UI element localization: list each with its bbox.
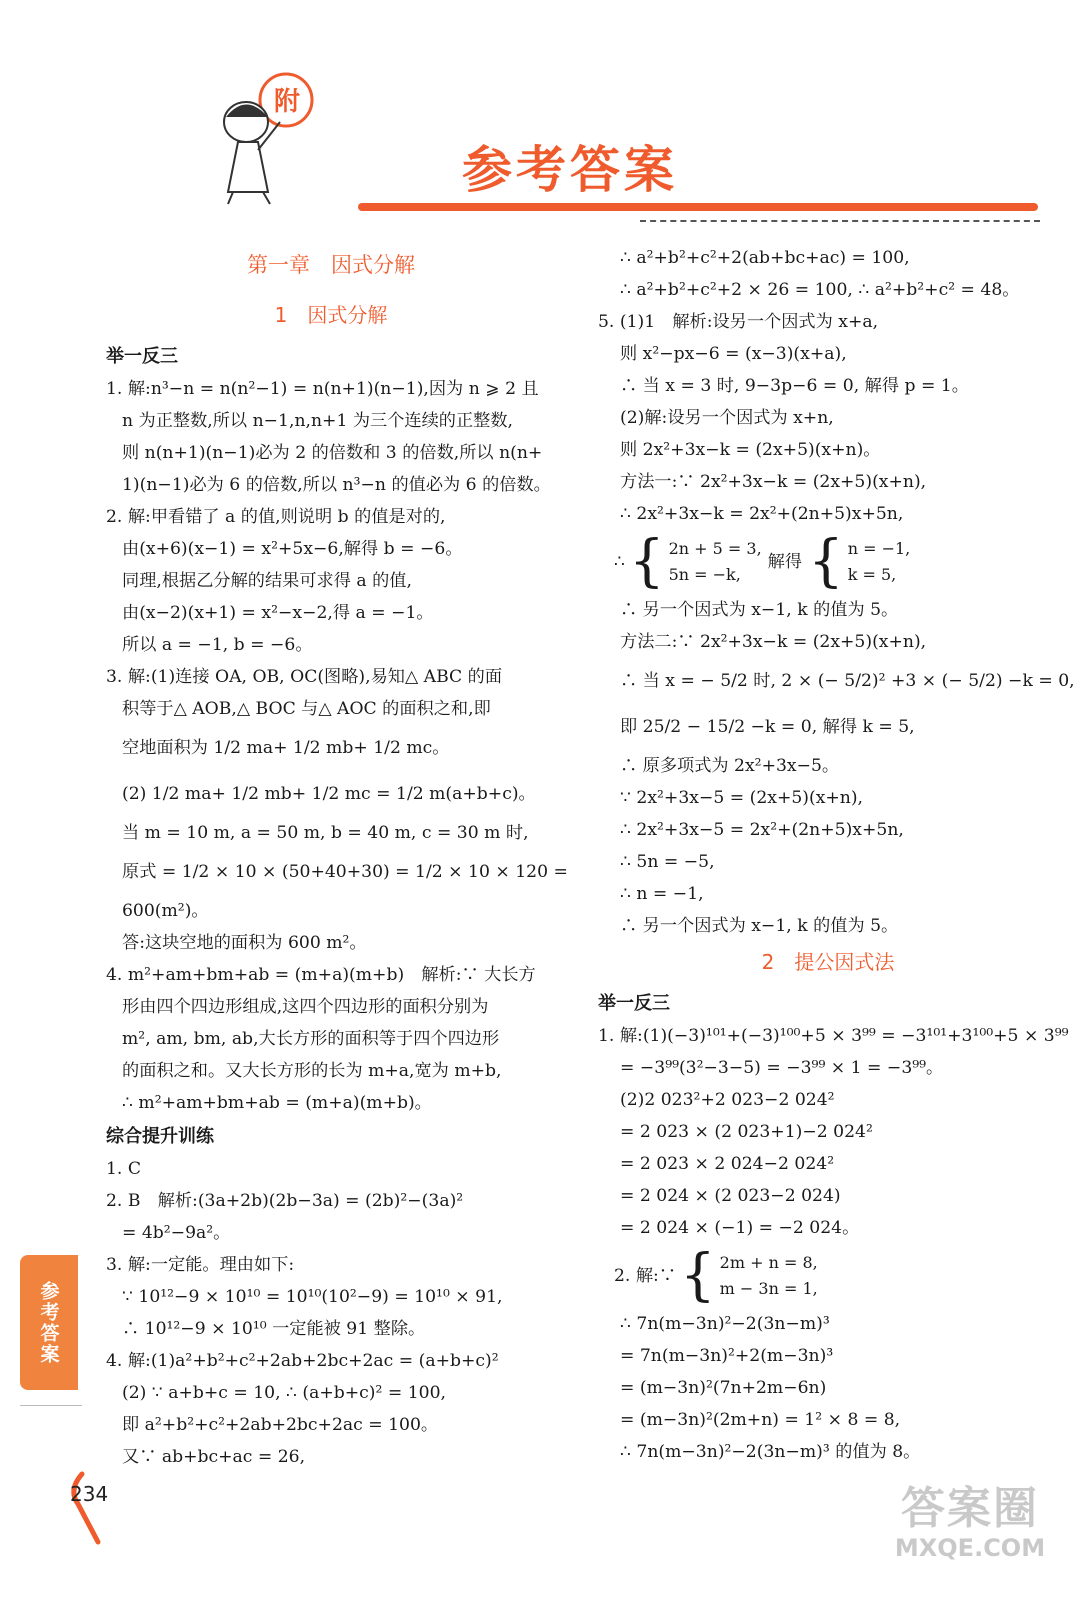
page-header	[0, 0, 1083, 230]
system-prefix: 2. 解:∵	[614, 1266, 677, 1286]
answer-line: 答:这块空地的面积为 600 m²。	[122, 933, 367, 953]
equation: 5n = −k,	[668, 565, 741, 584]
answer-line: ∴ 7n(m−3n)²−2(3n−m)³	[620, 1314, 830, 1334]
answer-line: 则 2x²+3x−k = (2x+5)(x+n)。	[620, 440, 881, 460]
title-underline	[358, 203, 1038, 211]
side-tab-answers: 参考答案	[20, 1255, 78, 1390]
answer-line: n 为正整数,所以 n−1,n,n+1 为三个连续的正整数,	[122, 411, 514, 431]
left-brace-icon: {	[680, 1243, 716, 1308]
answer-line: ∴ a²+b²+c²+2 × 26 = 100, ∴ a²+b²+c² = 48。	[620, 280, 1020, 300]
answer-line: 空地面积为 1/2 ma+ 1/2 mb+ 1/2 mc。	[122, 738, 450, 758]
answer-line: = −3⁹⁹(3²−3−5) = −3⁹⁹ × 1 = −3⁹⁹。	[620, 1058, 944, 1078]
answer-line: ∴ m²+am+bm+ab = (m+a)(m+b)。	[122, 1093, 432, 1113]
answer-line: = 2 024 × (−1) = −2 024。	[620, 1218, 860, 1238]
question-line: 2. 解:甲看错了 a 的值,则说明 b 的值是对的,	[106, 507, 446, 527]
page-number: 234	[70, 1482, 109, 1506]
answer-line: 1)(n−1)必为 6 的倍数,所以 n³−n 的值必为 6 的倍数。	[122, 475, 551, 495]
question-line: 3. 解:一定能。理由如下:	[106, 1255, 295, 1275]
answer-line: (2) ∵ a+b+c = 10, ∴ (a+b+c)² = 100,	[122, 1383, 446, 1403]
exercise-heading: 综合提升训练	[106, 1126, 214, 1147]
answer-line: 积等于△ AOB,△ BOC 与△ AOC 的面积之和,即	[122, 699, 491, 719]
answer-line: m², am, bm, ab,大长方形的面积等于四个四边形	[122, 1029, 500, 1049]
answer-line: = 2 023 × (2 023+1)−2 024²	[620, 1122, 873, 1142]
exercise-heading: 举一反三	[106, 346, 178, 367]
left-column	[106, 245, 568, 1473]
side-divider	[20, 1405, 82, 1406]
solution: n = −1,	[847, 539, 911, 558]
page-title: 参考答案	[462, 141, 678, 199]
answer-line: = (m−3n)²(2m+n) = 1² × 8 = 8,	[620, 1410, 901, 1430]
answer-line: (2)2 023²+2 023−2 024²	[620, 1090, 835, 1110]
answer-line: ∴ 7n(m−3n)²−2(3n−m)³ 的值为 8。	[620, 1442, 921, 1462]
question-line: 1. 解:n³−n = n(n²−1) = n(n+1)(n−1),因为 n ⩾ 2 且	[106, 379, 539, 399]
answer-line: 600(m²)。	[122, 901, 209, 921]
answer-line: 原式 = 1/2 × 10 × (50+40+30) = 1/2 × 10 × 120 =	[122, 862, 568, 882]
system-solutions	[848, 536, 911, 588]
answer-line: 即 a²+b²+c²+2ab+2bc+2ac = 100。	[122, 1415, 439, 1435]
question-line: 2. B 解析:(3a+2b)(2b−3a) = (2b)²−(3a)²	[106, 1191, 464, 1211]
answer-line: ∴ 另一个因式为 x−1, k 的值为 5。	[620, 916, 899, 936]
answer-line: ∵ 10¹²−9 × 10¹⁰ = 10¹⁰(10²−9) = 10¹⁰ × 91,	[122, 1287, 503, 1307]
question-line: 4. m²+am+bm+ab = (m+a)(m+b) 解析:∵ 大长方	[106, 965, 536, 985]
answer-line: = 2 023 × 2 024−2 024²	[620, 1154, 835, 1174]
answer-line: 同理,根据乙分解的结果可求得 a 的值,	[122, 571, 412, 591]
answer-line: 形由四个四边形组成,这四个四边形的面积分别为	[122, 997, 489, 1017]
answer-line: ∴ 5n = −5,	[620, 852, 715, 872]
answer-line: 的面积之和。又大长方形的长为 m+a,宽为 m+b,	[122, 1061, 502, 1081]
answer-line: 所以 a = −1, b = −6。	[122, 635, 313, 655]
section-heading: 1 因式分解	[274, 303, 388, 327]
solution: k = 5,	[847, 565, 897, 584]
answer-line: 由(x+6)(x−1) = x²+5x−6,解得 b = −6。	[122, 539, 463, 559]
question-line: 4. 解:(1)a²+b²+c²+2ab+2bc+2ac = (a+b+c)²	[106, 1351, 499, 1371]
watermark	[880, 1485, 1060, 1563]
equation: 2m + n = 8,	[719, 1253, 818, 1272]
answer-line: ∴ 原多项式为 2x²+3x−5。	[620, 756, 840, 776]
system-prefix: ∴	[614, 552, 625, 572]
answer-line: = 7n(m−3n)²+2(m−3n)³	[620, 1346, 834, 1366]
answer-line: ∴ 另一个因式为 x−1, k 的值为 5。	[620, 600, 899, 620]
answer-line: ∴ 10¹²−9 × 10¹⁰ 一定能被 91 整除。	[122, 1319, 426, 1339]
equation: 2n + 5 = 3,	[668, 539, 762, 558]
left-brace-icon: {	[628, 529, 665, 594]
appendix-badge: 附	[274, 87, 301, 117]
system-solve-label: 解得	[767, 552, 803, 572]
answer-line: 由(x−2)(x+1) = x²−x−2,得 a = −1。	[122, 603, 434, 623]
equation-system	[598, 1244, 1058, 1308]
system-equations	[720, 1250, 818, 1302]
answer-line: ∴ n = −1,	[620, 884, 704, 904]
system-equations	[669, 536, 762, 588]
answer-line: ∴ a²+b²+c²+2(ab+bc+ac) = 100,	[620, 248, 910, 268]
section-heading: 2 提公因式法	[761, 950, 895, 974]
answer-line: = 4b²−9a²。	[122, 1223, 231, 1243]
answer-line: 又∵ ab+bc+ac = 26,	[122, 1447, 306, 1467]
chapter-heading: 第一章 因式分解	[247, 253, 415, 277]
answer-line: ∵ 2x²+3x−5 = (2x+5)(x+n),	[620, 788, 864, 808]
answer-line: 方法二:∵ 2x²+3x−k = (2x+5)(x+n),	[620, 632, 927, 652]
answer-line: (2) 1/2 ma+ 1/2 mb+ 1/2 mc = 1/2 m(a+b+c)。	[122, 784, 536, 804]
left-brace-icon: {	[808, 529, 844, 594]
exercise-heading: 举一反三	[598, 993, 670, 1014]
answer-line: ∴ 2x²+3x−k = 2x²+(2n+5)x+5n,	[620, 504, 904, 524]
answer-line: ∴ 当 x = − 5/2 时, 2 × (− 5/2)² +3 × (− 5/2) −k = 0,	[620, 671, 1075, 691]
answer-line: ∴ 2x²+3x−5 = 2x²+(2n+5)x+5n,	[620, 820, 904, 840]
equation-system	[598, 530, 1058, 594]
watermark-url: MXQE.COM	[894, 1534, 1046, 1562]
answer-line: 则 n(n+1)(n−1)必为 2 的倍数和 3 的倍数,所以 n(n+	[122, 443, 543, 463]
answer-line: 即 25/2 − 15/2 −k = 0, 解得 k = 5,	[620, 717, 915, 737]
answer-line: ∴ 当 x = 3 时, 9−3p−6 = 0, 解得 p = 1。	[620, 376, 969, 396]
mascot-illustration	[208, 72, 328, 212]
question-line: 1. 解:(1)(−3)¹⁰¹+(−3)¹⁰⁰+5 × 3⁹⁹ = −3¹⁰¹+3¹⁰⁰+5 × 3⁹⁹	[598, 1026, 1069, 1046]
answer-line: (2)解:设另一个因式为 x+n,	[620, 408, 834, 428]
question-line: 5. (1)1 解析:设另一个因式为 x+a,	[598, 312, 879, 332]
right-column	[598, 242, 1075, 1468]
answer-line: 则 x²−px−6 = (x−3)(x+a),	[620, 344, 847, 364]
question-line: 3. 解:(1)连接 OA, OB, OC(图略),易知△ ABC 的面	[106, 667, 503, 687]
watermark-mark: 答案圈	[901, 1483, 1039, 1534]
question-line: 1. C	[106, 1159, 142, 1179]
equation: m − 3n = 1,	[719, 1279, 818, 1298]
answer-line: = (m−3n)²(7n+2m−6n)	[620, 1378, 827, 1398]
title-dashed-rule	[640, 220, 1040, 222]
answer-line: 当 m = 10 m, a = 50 m, b = 40 m, c = 30 m 时,	[122, 823, 529, 843]
answer-line: = 2 024 × (2 023−2 024)	[620, 1186, 841, 1206]
answer-line: 方法一:∵ 2x²+3x−k = (2x+5)(x+n),	[620, 472, 927, 492]
